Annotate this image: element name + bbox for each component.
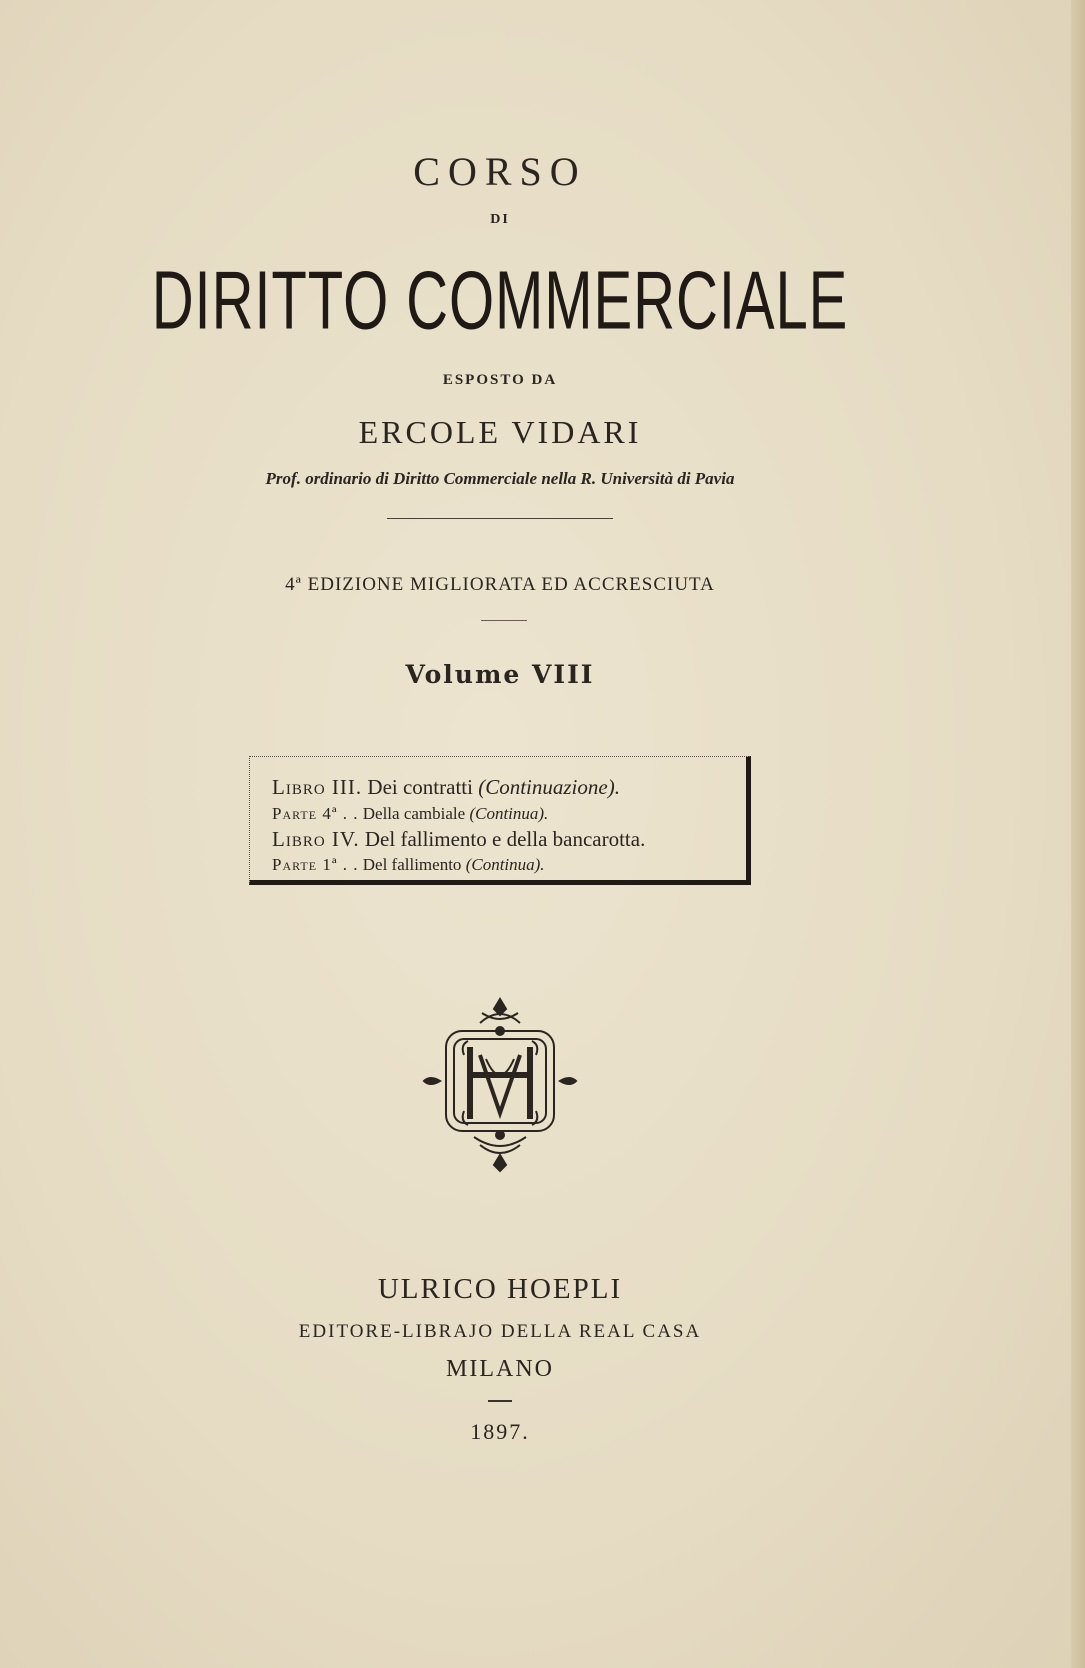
contents-note: (Continua). — [465, 855, 545, 874]
contents-note: (Continua). — [469, 804, 549, 823]
contents-line — [272, 775, 620, 800]
contents-label: Parte 1ª . . — [272, 855, 359, 874]
contents-text: Dei contratti — [367, 775, 473, 799]
publisher-name: ULRICO HOEPLI — [377, 1273, 623, 1305]
contents-line — [272, 855, 545, 875]
contents-text: Della cambiale — [362, 804, 466, 823]
contents-text: Del fallimento e della bancarotta. — [364, 827, 646, 851]
contents-box — [249, 756, 751, 885]
contents-line — [272, 827, 645, 852]
divider-rule — [387, 518, 613, 519]
contents-label: Libro IV. — [272, 827, 360, 851]
author-affiliation: Prof. ordinario di Diritto Commerciale nella R. Università di Pavia — [265, 469, 735, 488]
esposto-da: ESPOSTO DA — [442, 372, 558, 388]
publisher-city: MILANO — [446, 1356, 554, 1382]
title-corso: CORSO — [413, 149, 587, 194]
contents-line — [272, 804, 548, 824]
publisher-monogram-icon — [420, 995, 580, 1175]
publisher-role: EDITORE-LIBRAJO DELLA REAL CASA — [298, 1321, 702, 1342]
main-title: DIRITTO COMMERCIALE — [151, 253, 849, 346]
contents-label: Libro III. — [272, 775, 363, 799]
year-rule — [488, 1400, 512, 1402]
title-di: DI — [490, 212, 510, 227]
contents-label: Parte 4ª . . — [272, 804, 359, 823]
author-name: ERCOLE VIDARI — [358, 414, 642, 450]
publication-year: 1897. — [470, 1419, 530, 1444]
edition-line: 4ª EDIZIONE MIGLIORATA ED ACCRESCIUTA — [285, 574, 715, 595]
contents-note: (Continuazione). — [478, 775, 620, 799]
short-rule — [481, 620, 527, 621]
volume-label: Volume VIII — [405, 660, 595, 689]
page-edge — [1071, 0, 1085, 1668]
contents-text: Del fallimento — [362, 855, 462, 874]
